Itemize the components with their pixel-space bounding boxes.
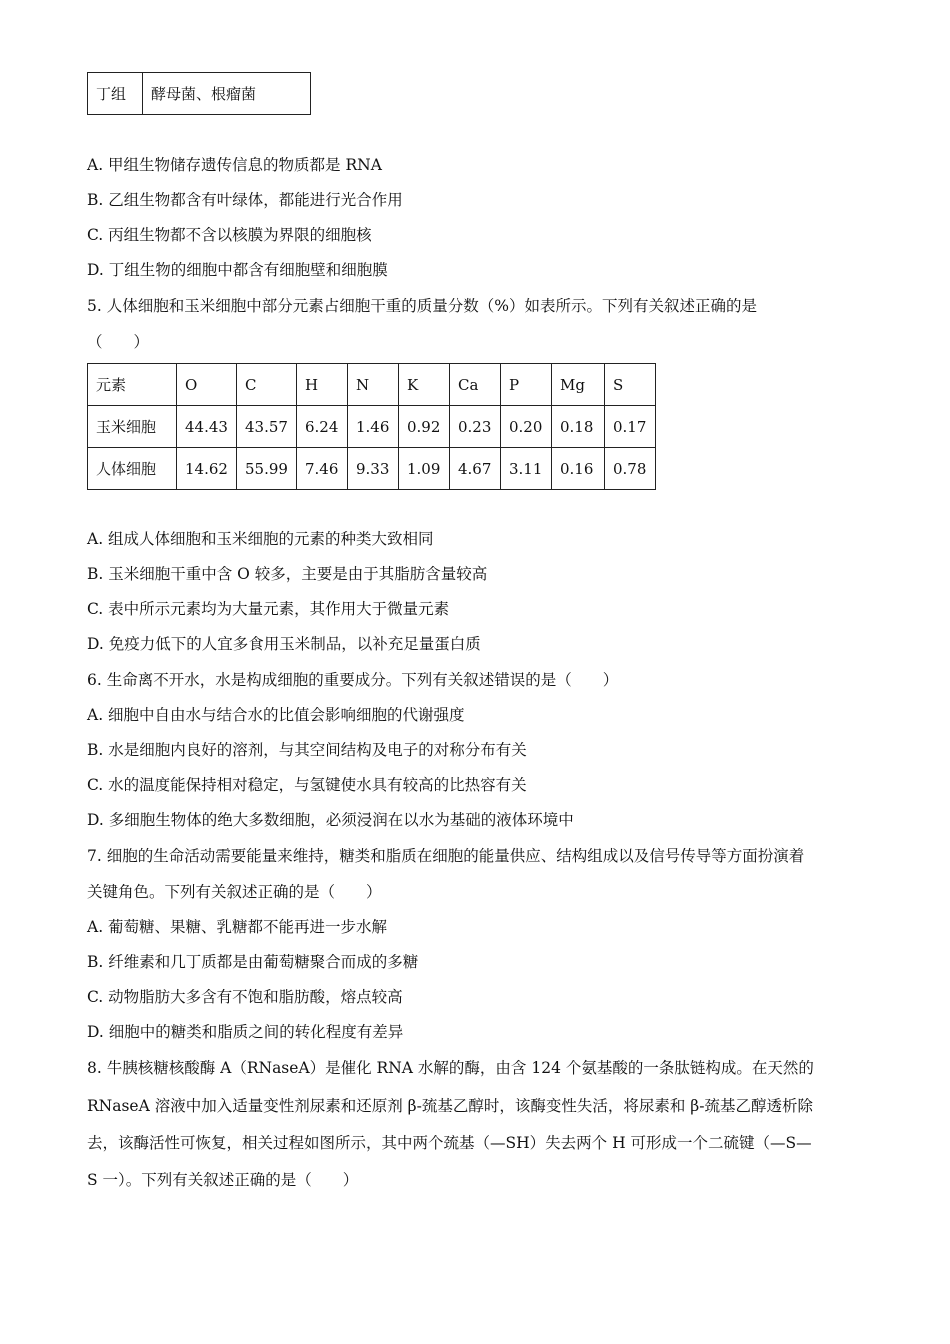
table-cell: 44.43	[177, 406, 237, 448]
table-row	[88, 73, 311, 115]
q6-option-a: A. 细胞中自由水与结合水的比值会影响细胞的代谢强度	[87, 706, 465, 724]
q6-option-c: C. 水的温度能保持相对稳定，与氢键使水具有较高的比热容有关	[87, 776, 527, 794]
table-cell: 3.11	[501, 448, 552, 490]
q4-option-c: C. 丙组生物都不含以核膜为界限的细胞核	[87, 226, 372, 244]
q8-stem-line1: 8. 牛胰核糖核酸酶 A（RNaseA）是催化 RNA 水解的酶，由含 124 个氨基酸的一条肽链构成。在天然的	[87, 1059, 814, 1077]
table-cell: 1.09	[399, 448, 450, 490]
table-row	[88, 406, 656, 448]
table-cell: 55.99	[237, 448, 297, 490]
q5-option-b: B. 玉米细胞干重中含 O 较多，主要是由于其脂肪含量较高	[87, 565, 488, 583]
header-cell: O	[177, 364, 237, 406]
header-cell: P	[501, 364, 552, 406]
q8-stem-line2: RNaseA 溶液中加入适量变性剂尿素和还原剂 β-巯基乙醇时，该酶变性失活，将尿素和 β-巯基乙醇透析除	[87, 1097, 813, 1115]
header-cell: H	[297, 364, 348, 406]
q7-stem-line2: 关键角色。下列有关叙述正确的是（ ）	[87, 883, 382, 901]
element-mass-table	[87, 363, 656, 490]
q6-option-d: D. 多细胞生物体的绝大多数细胞，必须浸润在以水为基础的液体环境中	[87, 811, 574, 829]
q4-option-b: B. 乙组生物都含有叶绿体，都能进行光合作用	[87, 191, 403, 209]
q5-stem-line1: 5. 人体细胞和玉米细胞中部分元素占细胞干重的质量分数（%）如表所示。下列有关叙述正确的是	[87, 297, 757, 315]
q4-option-a: A. 甲组生物储存遗传信息的物质都是 RNA	[87, 156, 382, 174]
table-cell: 人体细胞	[88, 448, 177, 490]
q7-stem-line1: 7. 细胞的生命活动需要能量来维持，糖类和脂质在细胞的能量供应、结构组成以及信号传导等方面扮演着	[87, 847, 805, 865]
table-cell: 0.17	[605, 406, 656, 448]
table-cell: 9.33	[348, 448, 399, 490]
q6-option-b: B. 水是细胞内良好的溶剂，与其空间结构及电子的对称分布有关	[87, 741, 527, 759]
header-cell: Mg	[552, 364, 605, 406]
table-row	[88, 448, 656, 490]
header-cell: K	[399, 364, 450, 406]
table-cell: 7.46	[297, 448, 348, 490]
q6-stem: 6. 生命离不开水，水是构成细胞的重要成分。下列有关叙述错误的是（ ）	[87, 671, 619, 689]
table-header-row	[88, 364, 656, 406]
q5-stem-line2: （ ）	[87, 333, 150, 351]
table-cell: 14.62	[177, 448, 237, 490]
table-cell: 0.16	[552, 448, 605, 490]
header-cell: C	[237, 364, 297, 406]
table-cell: 0.23	[450, 406, 501, 448]
q7-option-a: A. 葡萄糖、果糖、乳糖都不能再进一步水解	[87, 918, 388, 936]
header-cell: 元素	[88, 364, 177, 406]
table-cell: 43.57	[237, 406, 297, 448]
table-cell: 玉米细胞	[88, 406, 177, 448]
q5-option-d: D. 免疫力低下的人宜多食用玉米制品，以补充足量蛋白质	[87, 635, 481, 653]
q8-stem-line4: S 一）。下列有关叙述正确的是（ ）	[87, 1171, 359, 1189]
table-cell: 0.18	[552, 406, 605, 448]
table-cell: 6.24	[297, 406, 348, 448]
table-cell: 0.78	[605, 448, 656, 490]
header-cell: Ca	[450, 364, 501, 406]
q8-stem-line3: 去，该酶活性可恢复，相关过程如图所示，其中两个巯基（—SH）失去两个 H 可形成一个二硫键（—S—	[87, 1134, 812, 1152]
header-cell: S	[605, 364, 656, 406]
table-cell: 4.67	[450, 448, 501, 490]
table-cell: 0.20	[501, 406, 552, 448]
q7-option-c: C. 动物脂肪大多含有不饱和脂肪酸，熔点较高	[87, 988, 403, 1006]
header-cell: N	[348, 364, 399, 406]
organism-group-table	[87, 72, 311, 115]
q4-option-d: D. 丁组生物的细胞中都含有细胞壁和细胞膜	[87, 261, 388, 279]
group-cell: 丁组	[88, 73, 143, 115]
q5-option-a: A. 组成人体细胞和玉米细胞的元素的种类大致相同	[87, 530, 434, 548]
q7-option-b: B. 纤维素和几丁质都是由葡萄糖聚合而成的多糖	[87, 953, 419, 971]
table-cell: 1.46	[348, 406, 399, 448]
table-cell: 0.92	[399, 406, 450, 448]
q5-option-c: C. 表中所示元素均为大量元素，其作用大于微量元素	[87, 600, 450, 618]
organisms-cell: 酵母菌、根瘤菌	[143, 73, 311, 115]
q7-option-d: D. 细胞中的糖类和脂质之间的转化程度有差异	[87, 1023, 404, 1041]
